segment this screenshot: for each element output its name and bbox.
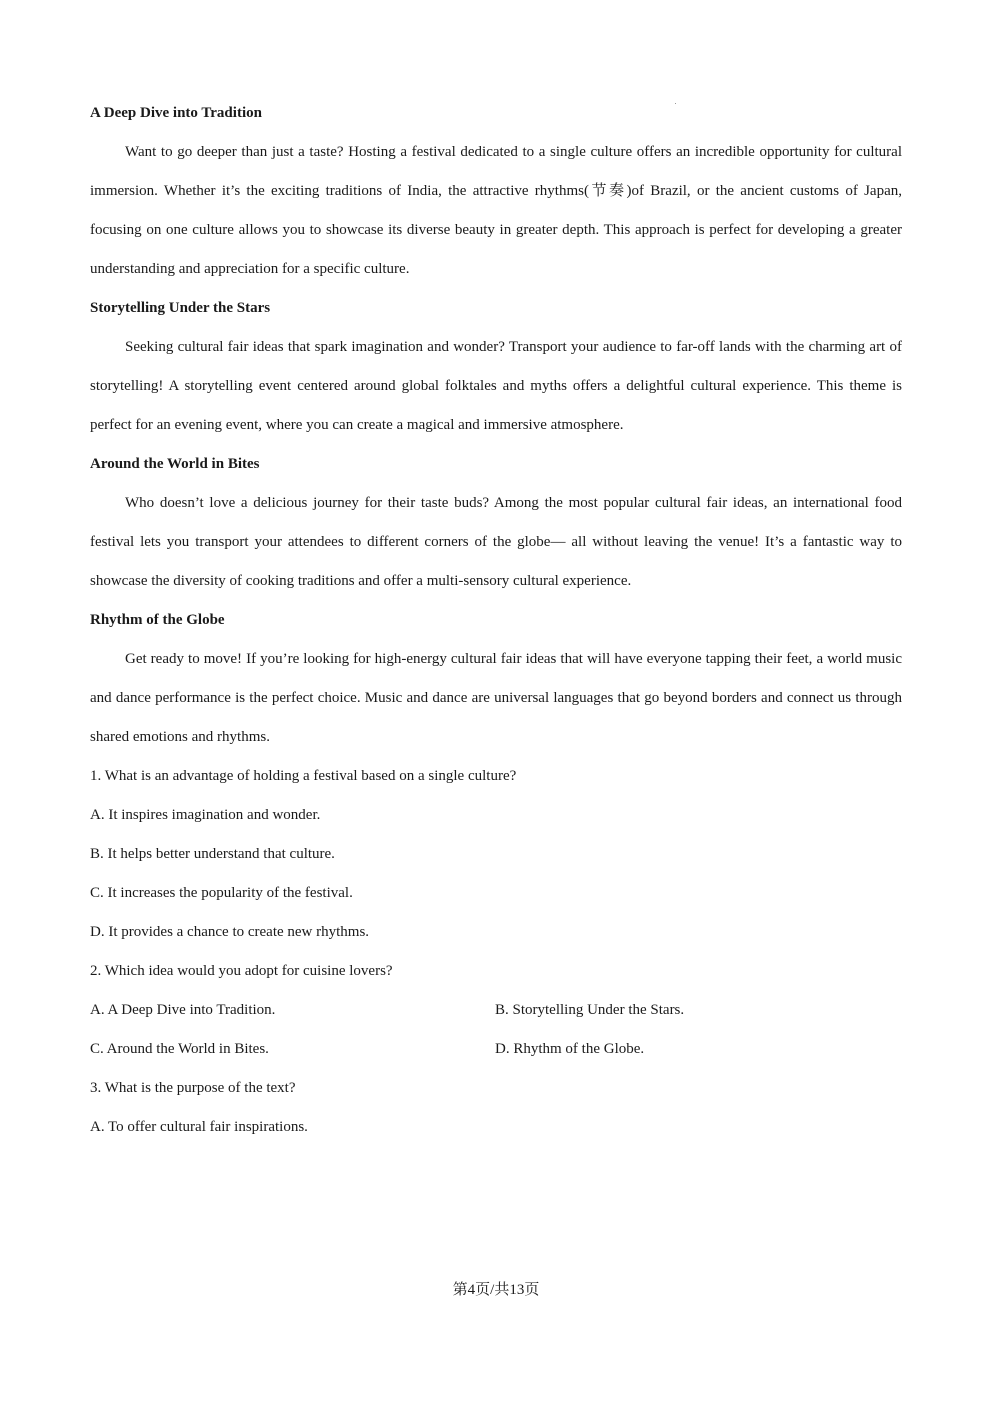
question-3-option-a: A. To offer cultural fair inspirations. (90, 1119, 308, 1135)
question-2-stem: 2. Which idea would you adopt for cuisine lovers? (90, 963, 393, 979)
section-paragraph: Get ready to move! If you’re looking for high-energy cultural fair ideas that will have everyone tapping their feet, a world music and dance performance is the perfect choice. Music and dance are universal languages that go beyond borders and connect us through shared emotions and rhythms. (90, 651, 902, 745)
document-body (90, 94, 902, 1147)
question-2-options-row-1 (90, 991, 902, 1030)
section-paragraph: Who doesn’t love a delicious journey for their taste buds? Among the most popular cultural fair ideas, an international food festival lets you transport your attendees to different corners of the globe— all without leaving the venue! It’s a fantastic way to showcase the diversity of cooking traditions and offer a multi-sensory cultural experience. (90, 495, 902, 589)
question-1-option-b: B. It helps better understand that culture. (90, 846, 335, 862)
question-2-option-b: B. Storytelling Under the Stars. (495, 1002, 685, 1018)
question-2-option-a: A. A Deep Dive into Tradition. (90, 1002, 276, 1018)
section-heading: Around the World in Bites (90, 456, 260, 472)
question-3-stem: 3. What is the purpose of the text? (90, 1080, 296, 1096)
question-1-option-a: A. It inspires imagination and wonder. (90, 807, 321, 823)
section-heading: A Deep Dive into Tradition (90, 105, 262, 121)
question-2-option-c: C. Around the World in Bites. (90, 1041, 269, 1057)
page-number: 第4页/共13页 (452, 1282, 540, 1298)
section-heading: Storytelling Under the Stars (90, 300, 271, 316)
question-1-stem: 1. What is an advantage of holding a festival based on a single culture? (90, 768, 517, 784)
question-1-option-c: C. It increases the popularity of the festival. (90, 885, 353, 901)
section-paragraph: Want to go deeper than just a taste? Hosting a festival dedicated to a single culture offers an incredible opportunity for cultural immersion. Whether it’s the exciting traditions of India, the attractive rhythms(节奏)of Brazil, or the ancient customs of Japan, focusing on one culture allows you to showcase its diverse beauty in greater depth. This approach is perfect for developing a greater understanding and appreciation for a specific culture. (90, 144, 902, 277)
section-paragraph: Seeking cultural fair ideas that spark imagination and wonder? Transport your audience to far-off lands with the charming art of storytelling! A storytelling event centered around global folktales and myths offers a delightful cultural experience. This theme is perfect for an evening event, where you can create a magical and immersive atmosphere. (90, 339, 902, 433)
question-2-option-d: D. Rhythm of the Globe. (495, 1041, 645, 1057)
section-heading: Rhythm of the Globe (90, 612, 225, 628)
question-2-options-row-2 (90, 1030, 902, 1069)
question-1-option-d: D. It provides a chance to create new rhythms. (90, 924, 370, 940)
